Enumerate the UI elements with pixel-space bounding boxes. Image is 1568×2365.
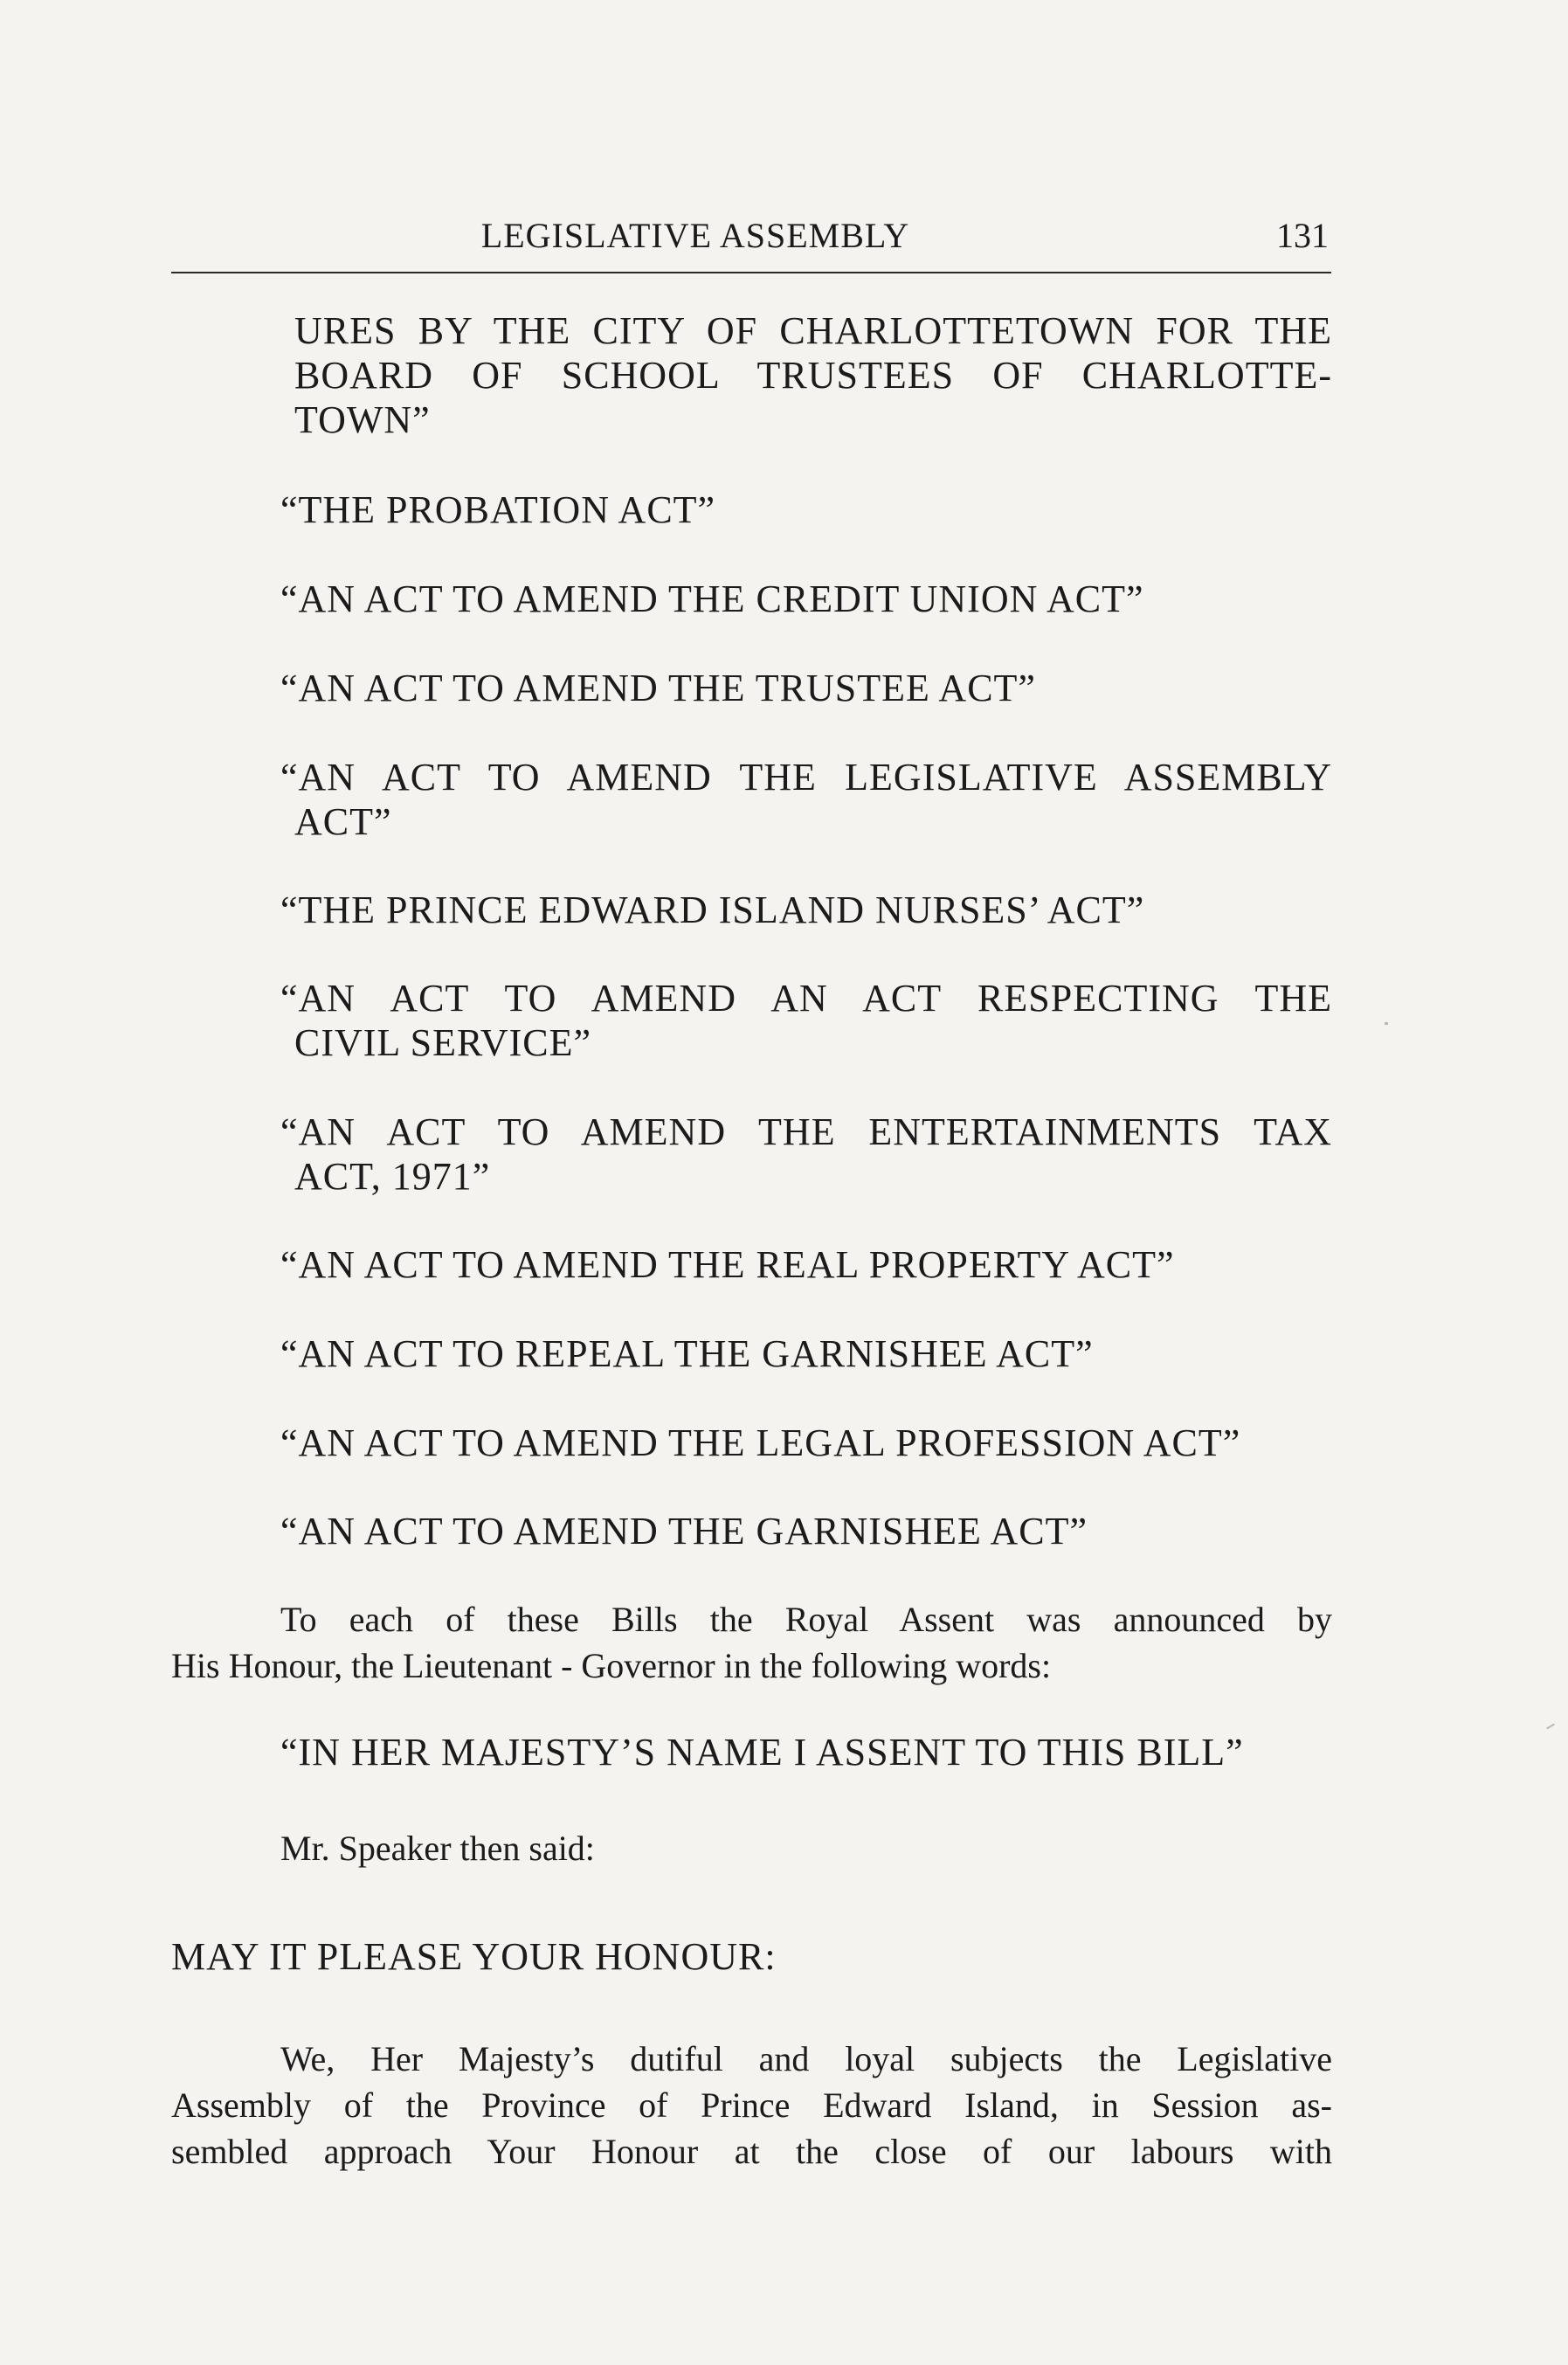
bill-title: “AN ACT TO AMEND THE LEGAL PROFESSION ACT”: [280, 1421, 1241, 1464]
bill-title: “AN ACT TO AMEND THE LEGISLATIVE ASSEMBLY: [280, 756, 1332, 799]
bill-title: “AN ACT TO AMEND THE REAL PROPERTY ACT”: [280, 1243, 1175, 1286]
bill-title: “AN ACT TO REPEAL THE GARNISHEE ACT”: [280, 1332, 1094, 1375]
assent-words: “IN HER MAJESTY’S NAME I ASSENT TO THIS BILL”: [280, 1731, 1244, 1774]
bill-title: ACT, 1971”: [294, 1155, 491, 1198]
scan-speck: [1385, 1022, 1388, 1025]
bill-title: “AN ACT TO AMEND THE GARNISHEE ACT”: [280, 1510, 1088, 1552]
closing-para-line: Assembly of the Province of Prince Edward Island, in Session as-: [171, 2085, 1332, 2125]
bill-line: BOARD OF SCHOOL TRUSTEES OF CHARLOTTE-: [294, 354, 1332, 397]
bill-title: ACT”: [294, 800, 392, 843]
assent-intro-line: His Honour, the Lieutenant - Governor in the following words:: [171, 1646, 1052, 1685]
bill-title: “AN ACT TO AMEND THE ENTERTAINMENTS TAX: [280, 1110, 1332, 1153]
running-header: [171, 211, 1329, 273]
page-number: 131: [1276, 216, 1329, 255]
header-title: LEGISLATIVE ASSEMBLY: [480, 216, 910, 255]
bill-title: CIVIL SERVICE”: [294, 1021, 592, 1064]
bill-title: “AN ACT TO AMEND AN ACT RESPECTING THE: [280, 977, 1332, 1020]
scan-speck: [1546, 1724, 1555, 1730]
bill-line: TOWN”: [294, 398, 431, 441]
bill-title: “THE PRINCE EDWARD ISLAND NURSES’ ACT”: [280, 889, 1145, 931]
address-heading: MAY IT PLEASE YOUR HONOUR:: [171, 1935, 777, 1978]
closing-para-line: sembled approach Your Honour at the close of our labours with: [171, 2132, 1332, 2171]
bill-title: “THE PROBATION ACT”: [280, 488, 716, 531]
assent-intro-line: To each of these Bills the Royal Assent was announced by: [280, 1600, 1332, 1639]
bill-title: “AN ACT TO AMEND THE CREDIT UNION ACT”: [280, 577, 1144, 620]
header-rule: [171, 272, 1331, 273]
closing-para-line: We, Her Majesty’s dutiful and loyal subjects the Legislative: [280, 2039, 1332, 2078]
speaker-line: Mr. Speaker then said:: [280, 1829, 595, 1868]
bill-line: URES BY THE CITY OF CHARLOTTETOWN FOR THE: [294, 309, 1332, 352]
bill-title: “AN ACT TO AMEND THE TRUSTEE ACT”: [280, 667, 1036, 709]
